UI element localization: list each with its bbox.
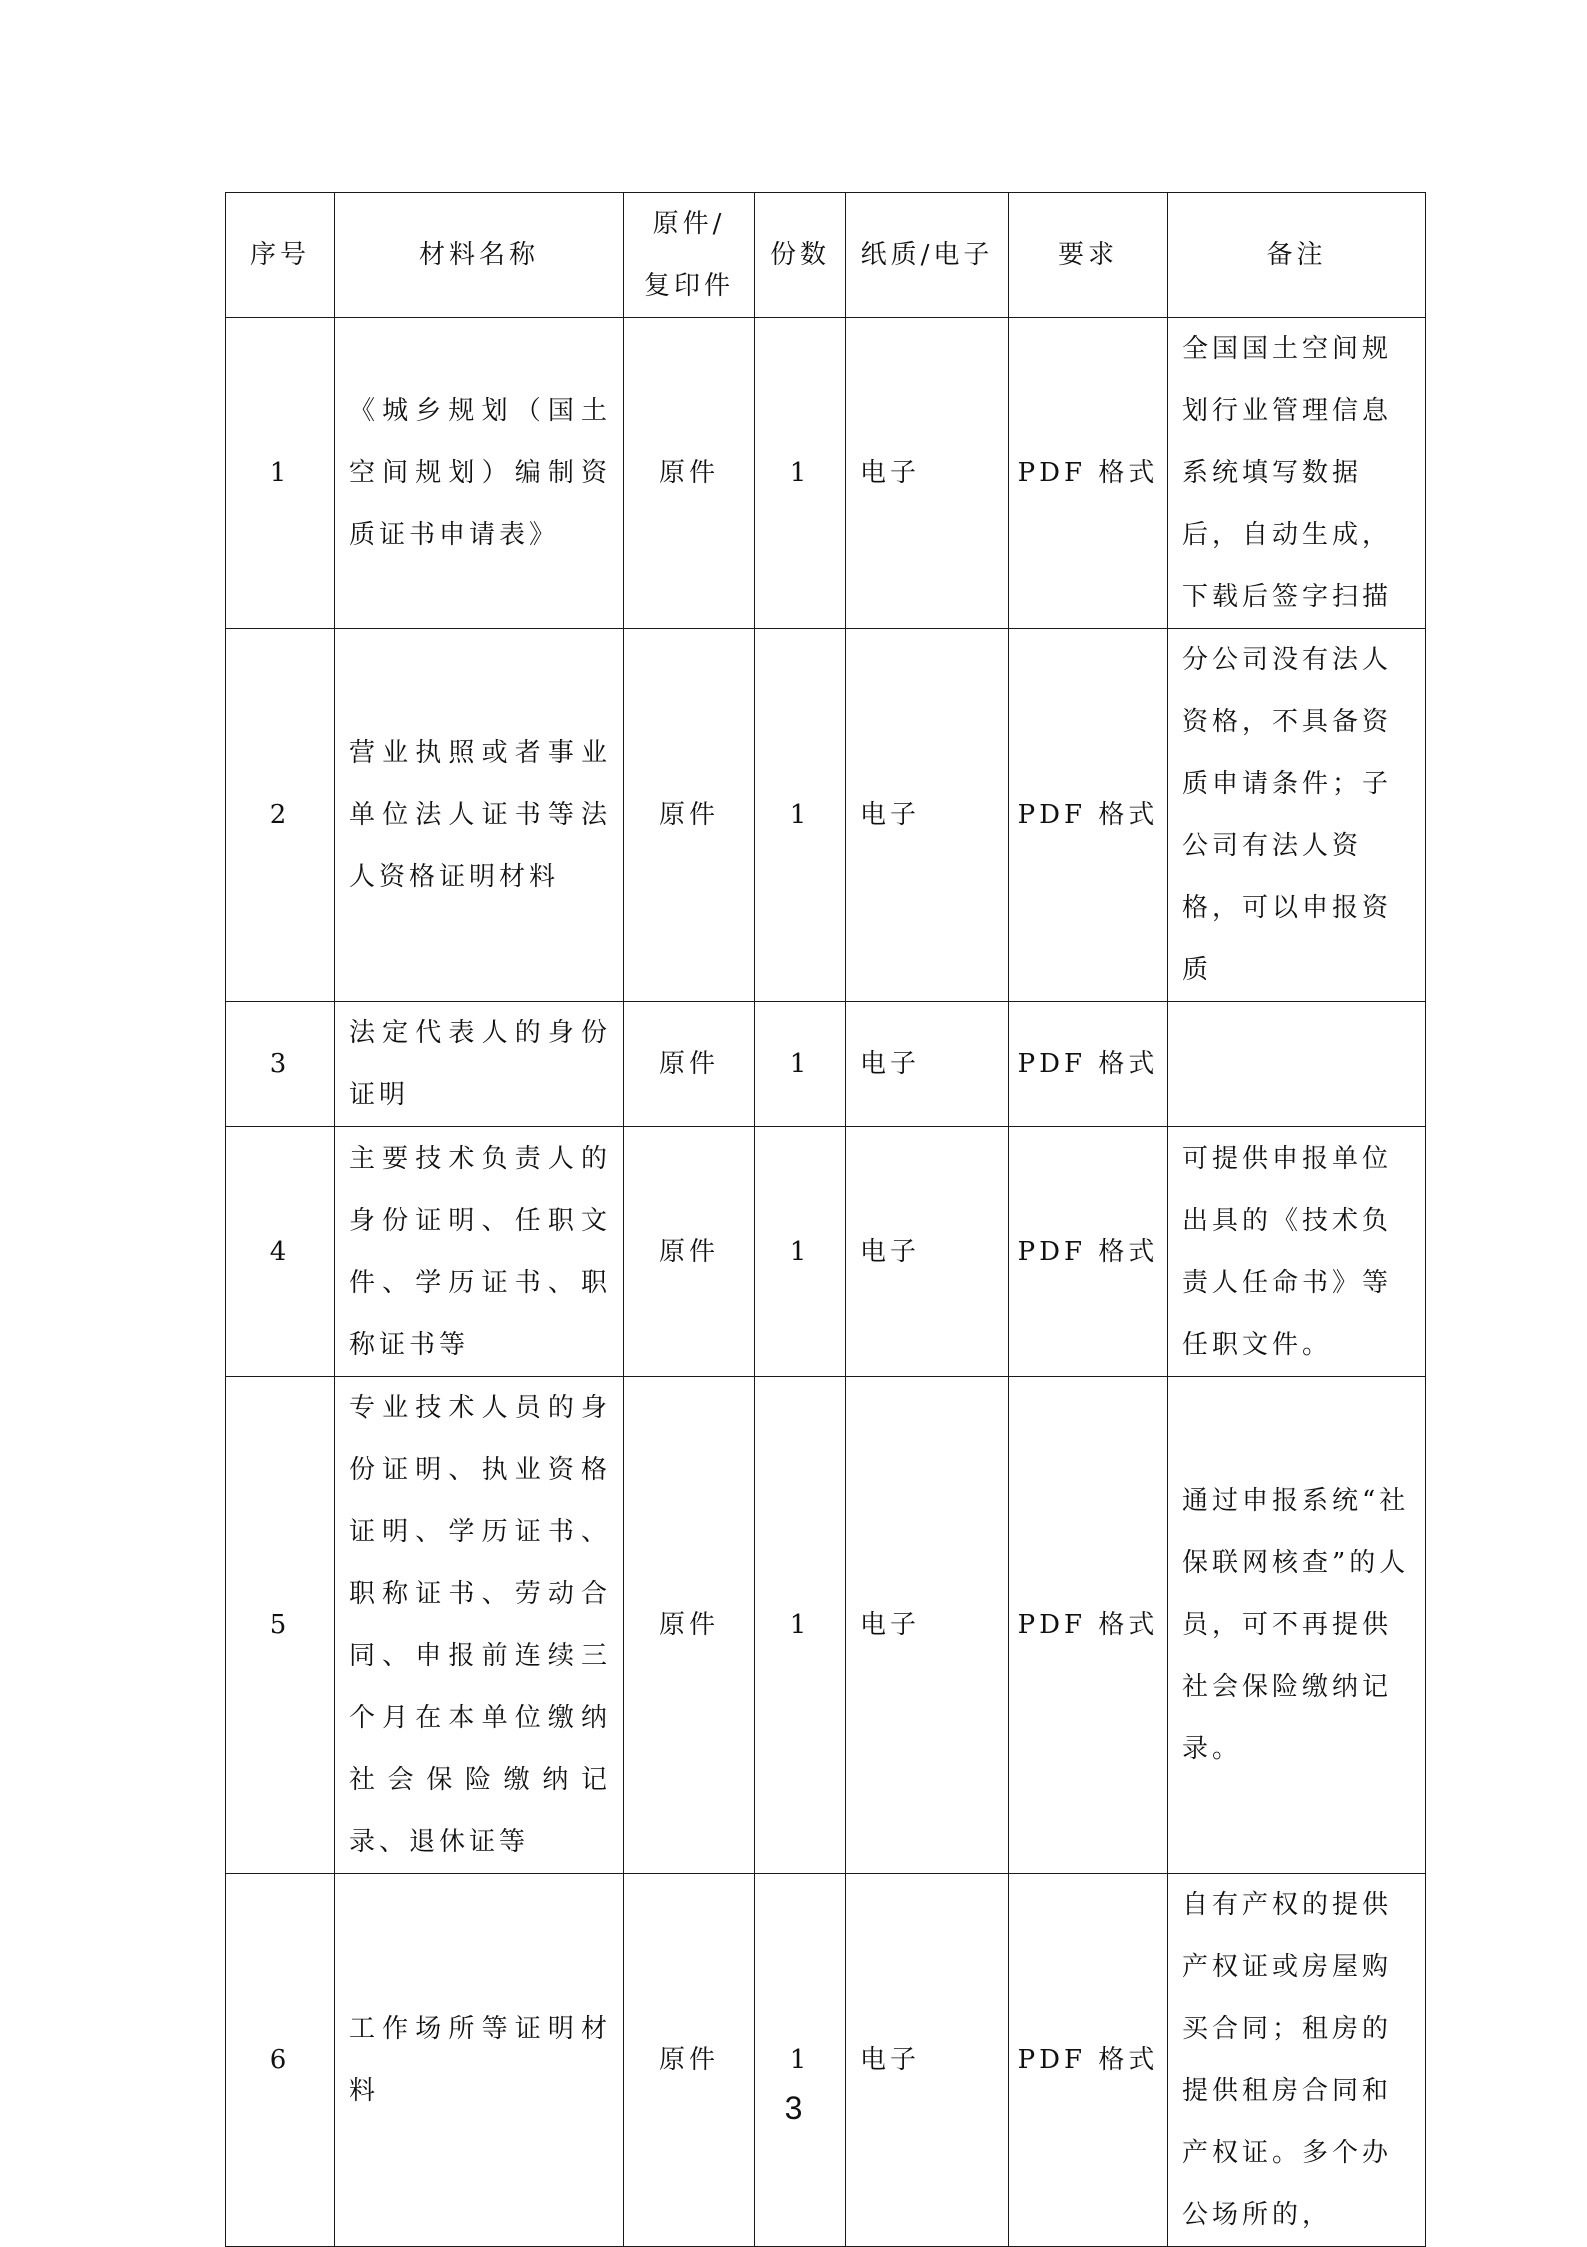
row-medium: 电子 [846,1874,1009,2247]
materials-table [225,192,1426,2247]
row-original: 原件 [624,1874,755,2247]
row-material-name: 法定代表人的身份证明 [335,1002,624,1127]
row-requirement: PDF 格式 [1009,1127,1168,1377]
row-original: 原件 [624,1127,755,1377]
header-medium: 纸质/电子 [846,193,1009,318]
page-number: 3 [784,2090,803,2126]
row-original: 原件 [624,629,755,1002]
row-copies: 1 [755,1002,846,1127]
row-requirement: PDF 格式 [1009,318,1168,629]
row-note [1168,1002,1426,1127]
row-no: 1 [226,318,335,629]
table-row [226,1377,1426,1874]
row-copies: 1 [755,1127,846,1377]
header-material-name: 材料名称 [335,193,624,318]
header-no: 序号 [226,193,335,318]
table-row [226,1127,1426,1377]
header-requirement: 要求 [1009,193,1168,318]
row-requirement: PDF 格式 [1009,1377,1168,1874]
table-row [226,629,1426,1002]
row-material-name: 工作场所等证明材料 [335,1874,624,2247]
header-original-or-copy: 原件/复印件 [624,193,755,318]
row-medium: 电子 [846,1127,1009,1377]
table-row [226,1874,1426,2247]
table-row [226,318,1426,629]
row-original: 原件 [624,1377,755,1874]
row-medium: 电子 [846,1377,1009,1874]
row-material-name: 专业技术人员的身份证明、执业资格证明、学历证书、职称证书、劳动合同、申报前连续三个月在本单位缴纳社会保险缴纳记录、退休证等 [335,1377,624,1874]
row-material-name: 主要技术负责人的身份证明、任职文件、学历证书、职称证书等 [335,1127,624,1377]
row-note: 分公司没有法人资格，不具备资质申请条件；子公司有法人资格，可以申报资质 [1168,629,1426,1002]
row-medium: 电子 [846,1002,1009,1127]
row-note: 自有产权的提供产权证或房屋购买合同；租房的提供租房合同和产权证。多个办公场所的， [1168,1874,1426,2247]
row-original: 原件 [624,318,755,629]
row-material-name: 营业执照或者事业单位法人证书等法人资格证明材料 [335,629,624,1002]
row-material-name: 《城乡规划（国土空间规划）编制资质证书申请表》 [335,318,624,629]
row-no: 2 [226,629,335,1002]
row-note: 全国国土空间规划行业管理信息系统填写数据后，自动生成，下载后签字扫描 [1168,318,1426,629]
row-requirement: PDF 格式 [1009,629,1168,1002]
row-copies: 1 [755,1874,846,2247]
row-no: 5 [226,1377,335,1874]
row-medium: 电子 [846,629,1009,1002]
row-note: 通过申报系统“社保联网核查”的人员，可不再提供社会保险缴纳记录。 [1168,1377,1426,1874]
row-note: 可提供申报单位出具的《技术负责人任命书》等任职文件。 [1168,1127,1426,1377]
row-requirement: PDF 格式 [1009,1874,1168,2247]
row-requirement: PDF 格式 [1009,1002,1168,1127]
row-copies: 1 [755,1377,846,1874]
row-no: 3 [226,1002,335,1127]
table-header-row [226,193,1426,318]
row-no: 4 [226,1127,335,1377]
row-original: 原件 [624,1002,755,1127]
header-copies: 份数 [755,193,846,318]
header-note: 备注 [1168,193,1426,318]
table-row [226,1002,1426,1127]
row-copies: 1 [755,318,846,629]
row-medium: 电子 [846,318,1009,629]
row-copies: 1 [755,629,846,1002]
row-no: 6 [226,1874,335,2247]
